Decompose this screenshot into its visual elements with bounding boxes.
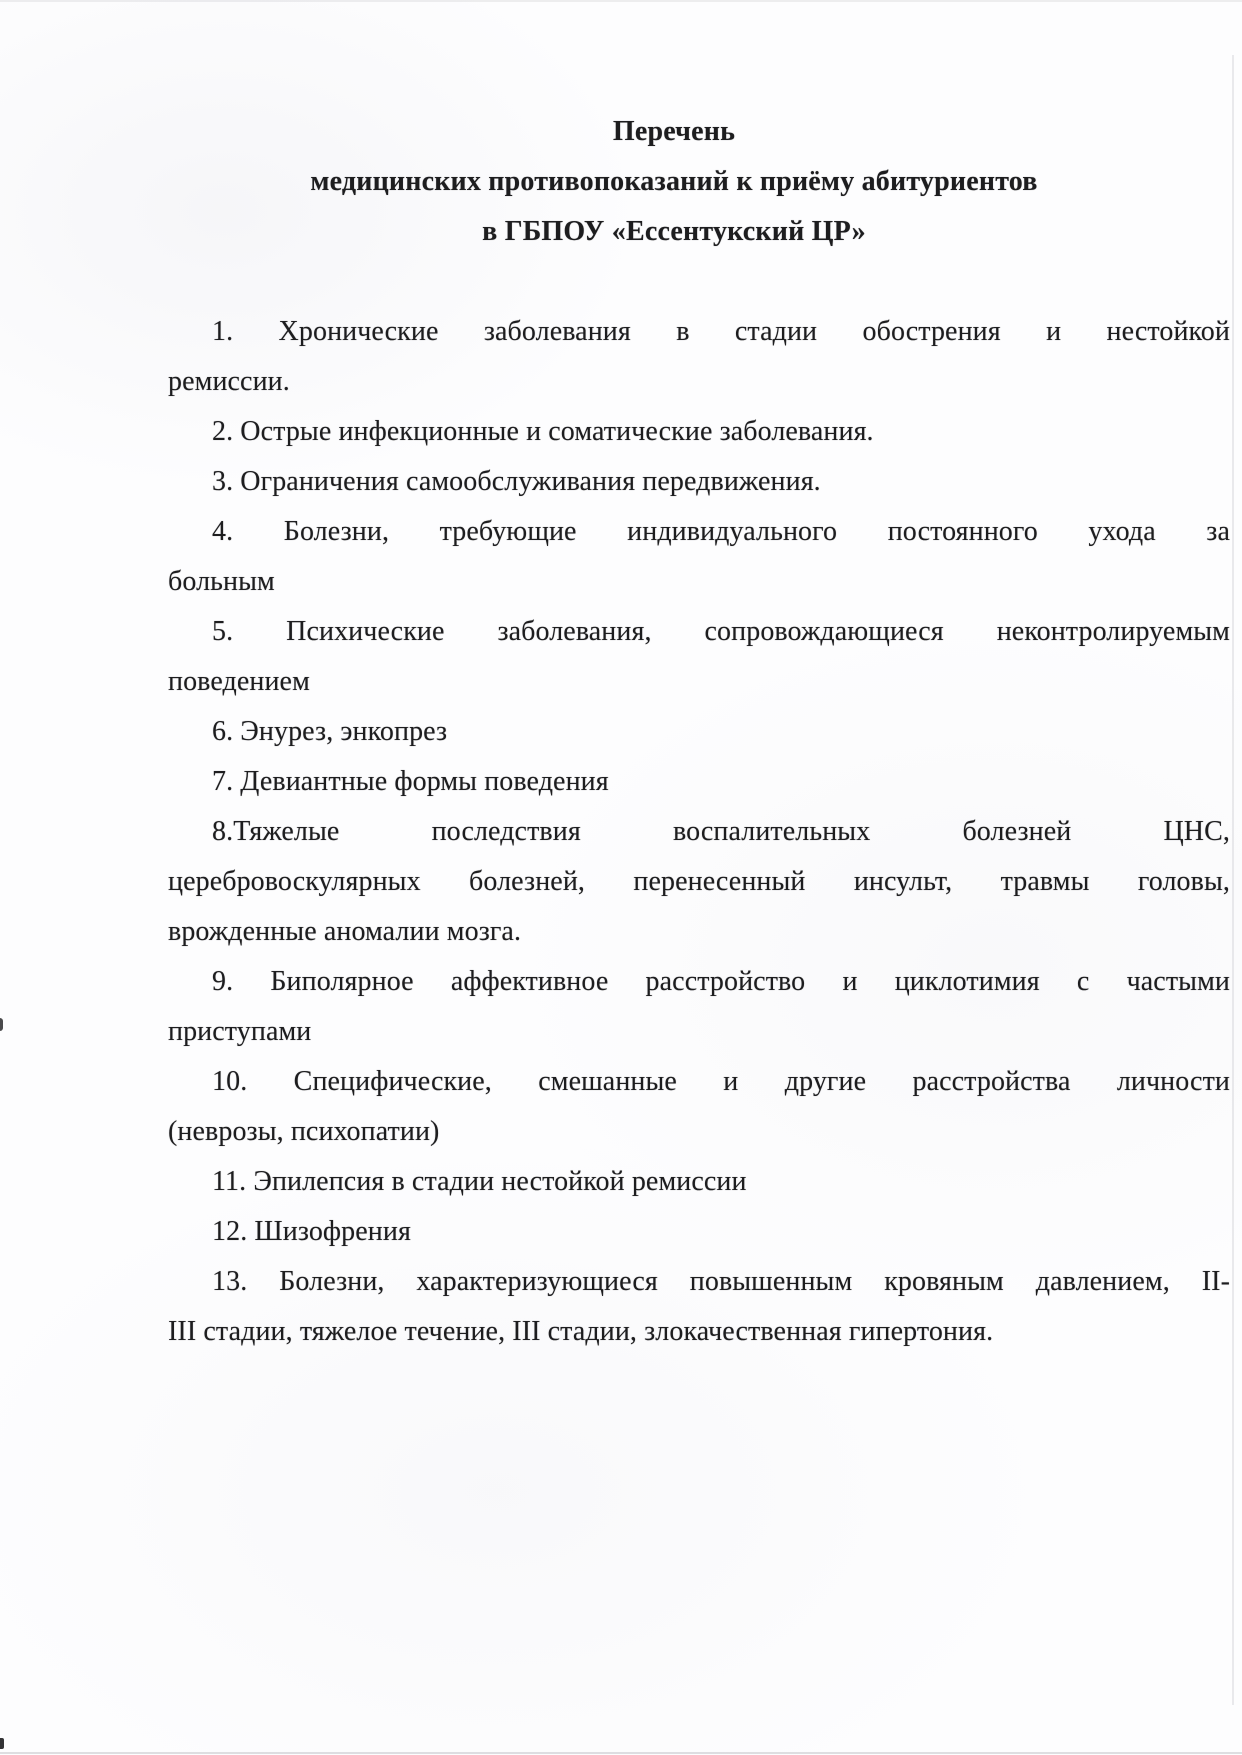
list-item	[168, 607, 1230, 707]
scan-artifact-right-edge	[1232, 55, 1234, 1705]
title-line: в ГБПОУ «Ессентукский ЦР»	[482, 216, 866, 247]
scan-artifact-bottom-edge	[0, 1752, 1242, 1754]
paragraph-line: приступами	[168, 1016, 312, 1047]
list-item	[168, 757, 1230, 807]
list-item	[168, 957, 1230, 1057]
list-item	[168, 1157, 1230, 1207]
list-item	[168, 1207, 1230, 1257]
list-item	[168, 707, 1230, 757]
document-body	[168, 307, 1230, 1357]
paragraph-line: 5. Психические заболевания, сопровождающиеся неконтролируемым	[212, 616, 1230, 647]
scan-artifact-top-edge	[0, 0, 1242, 2]
title-line: Перечень	[612, 116, 736, 147]
paragraph-line: 13. Болезни, характеризующиеся повышенным кровяным давлением, II-	[212, 1266, 1230, 1297]
paragraph-line: III стадии, тяжелое течение, III стадии, злокачественная гипертония.	[168, 1316, 994, 1347]
paragraph-line: (неврозы, психопатии)	[168, 1116, 440, 1147]
paragraph-line: церебровоскулярных болезней, перенесенный инсульт, травмы головы,	[168, 866, 1230, 897]
list-item	[168, 457, 1230, 507]
paragraph-line: врожденные аномалии мозга.	[168, 916, 522, 947]
paragraph-line: ремиссии.	[168, 366, 290, 397]
document-content	[168, 107, 1230, 1357]
title-line: медицинских противопоказаний к приёму абитуриентов	[310, 166, 1038, 197]
list-item	[168, 1257, 1230, 1357]
list-item	[168, 807, 1230, 957]
paragraph-line: 1. Хронические заболевания в стадии обострения и нестойкой	[212, 316, 1230, 347]
paragraph-line: больным	[168, 566, 275, 597]
paragraph-line: 6. Энурез, энкопрез	[212, 716, 448, 747]
scan-artifact-speck	[0, 1018, 3, 1031]
paragraph-line: 4. Болезни, требующие индивидуального постоянного ухода за	[212, 516, 1230, 547]
paragraph-line: поведением	[168, 666, 310, 697]
list-item	[168, 1057, 1230, 1157]
paragraph-line: 10. Специфические, смешанные и другие расстройства личности	[212, 1066, 1230, 1097]
document-title	[168, 107, 1180, 257]
scan-artifact-speck	[0, 1738, 4, 1749]
list-item	[168, 407, 1230, 457]
paragraph-line: 2. Острые инфекционные и соматические заболевания.	[212, 416, 874, 447]
paragraph-line: 11. Эпилепсия в стадии нестойкой ремиссии	[212, 1166, 747, 1197]
paragraph-line: 7. Девиантные формы поведения	[212, 766, 609, 797]
title-body-gap	[168, 257, 1230, 307]
paragraph-line: 9. Биполярное аффективное расстройство и циклотимия с частыми	[212, 966, 1230, 997]
paragraph-line: 3. Ограничения самообслуживания передвижения.	[212, 466, 821, 497]
list-item	[168, 307, 1230, 407]
list-item	[168, 507, 1230, 607]
paragraph-line: 12. Шизофрения	[212, 1216, 411, 1247]
paragraph-line: 8.Тяжелые последствия воспалительных болезней ЦНС,	[212, 816, 1230, 847]
